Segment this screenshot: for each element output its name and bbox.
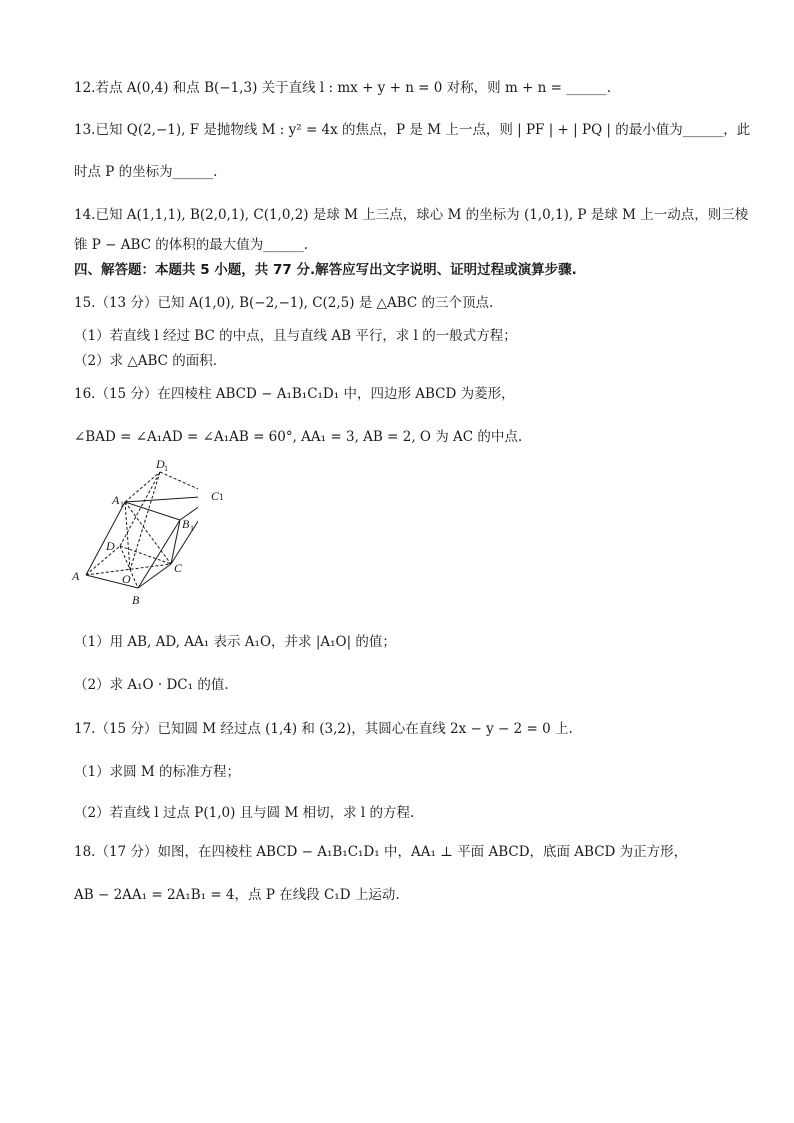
- question-13-line-2: 时点 P 的坐标为______.: [74, 164, 218, 180]
- label-b: B: [132, 593, 140, 607]
- question-18-line-2: AB − 2AA₁ = 2A₁B₁ = 4，点 P 在线段 C₁D 上运动.: [74, 887, 400, 903]
- question-16-part-2: （2）求 A₁O · DC₁ 的值.: [74, 677, 229, 693]
- section-4-heading: 四、解答题：本题共 5 小题，共 77 分.解答应写出文字说明、证明过程或演算步骤.: [74, 262, 577, 278]
- question-15-part-2: （2）求 △ABC 的面积.: [74, 353, 218, 369]
- label-a1: A: [112, 493, 120, 507]
- question-17-part-1: （1）求圆 M 的标准方程；: [74, 764, 240, 780]
- question-14-line-1: 14.已知 A(1,1,1), B(2,0,1), C(1,0,2) 是球 M 上三点，球心 M 的坐标为 (1,0,1), P 是球 M 上一动点，则三棱: [74, 207, 749, 223]
- question-17: 17.（15 分）已知圆 M 经过点 (1,4) 和 (3,2)，其圆心在直线 2x − y − 2 = 0 上.: [74, 721, 573, 737]
- label-a1-sub: 1: [120, 500, 124, 509]
- label-c: C: [174, 561, 183, 575]
- question-14-line-2: 锥 P − ABC 的体积的最大值为______.: [74, 237, 309, 253]
- label-a: A: [72, 569, 80, 583]
- prism-figure: [68, 460, 198, 610]
- figure-label-c1: C1: [211, 489, 225, 503]
- label-b1-sub: 1: [190, 524, 194, 533]
- label-o: O: [122, 572, 131, 586]
- question-18-line-1: 18.（17 分）如图，在四棱柱 ABCD − A₁B₁C₁D₁ 中，AA₁ ⊥ 平面 ABCD，底面 ABCD 为正方形，: [74, 844, 688, 860]
- question-13-line-1: 13.已知 Q(2,−1), F 是抛物线 M : y² = 4x 的焦点，P 是 M 上一点，则 | PF | + | PQ | 的最小值为______，此: [74, 122, 751, 138]
- question-17-part-2: （2）若直线 l 过点 P(1,0) 且与圆 M 相切，求 l 的方程.: [74, 805, 415, 821]
- question-12: 12.若点 A(0,4) 和点 B(−1,3) 关于直线 l : mx + y + n = 0 对称，则 m + n = ______.: [74, 80, 612, 96]
- label-d1-sub: 1: [164, 464, 168, 473]
- question-15-part-1: （1）若直线 l 经过 BC 的中点，且与直线 AB 平行，求 l 的一般式方程；: [74, 328, 517, 344]
- label-d: D: [106, 539, 115, 553]
- question-16-line-2: ∠BAD = ∠A₁AD = ∠A₁AB = 60°, AA₁ = 3, AB = 2, O 为 AC 的中点.: [74, 429, 523, 445]
- question-15: 15.（13 分）已知 A(1,0), B(−2,−1), C(2,5) 是 △ABC 的三个顶点.: [74, 295, 494, 311]
- question-16-part-1: （1）用 AB, AD, AA₁ 表示 A₁O，并求 |A₁O| 的值；: [74, 634, 396, 650]
- label-d1: D: [156, 460, 165, 471]
- question-16-line-1: 16.（15 分）在四棱柱 ABCD − A₁B₁C₁D₁ 中，四边形 ABCD 为菱形，: [74, 386, 515, 402]
- label-b1: B: [182, 517, 190, 531]
